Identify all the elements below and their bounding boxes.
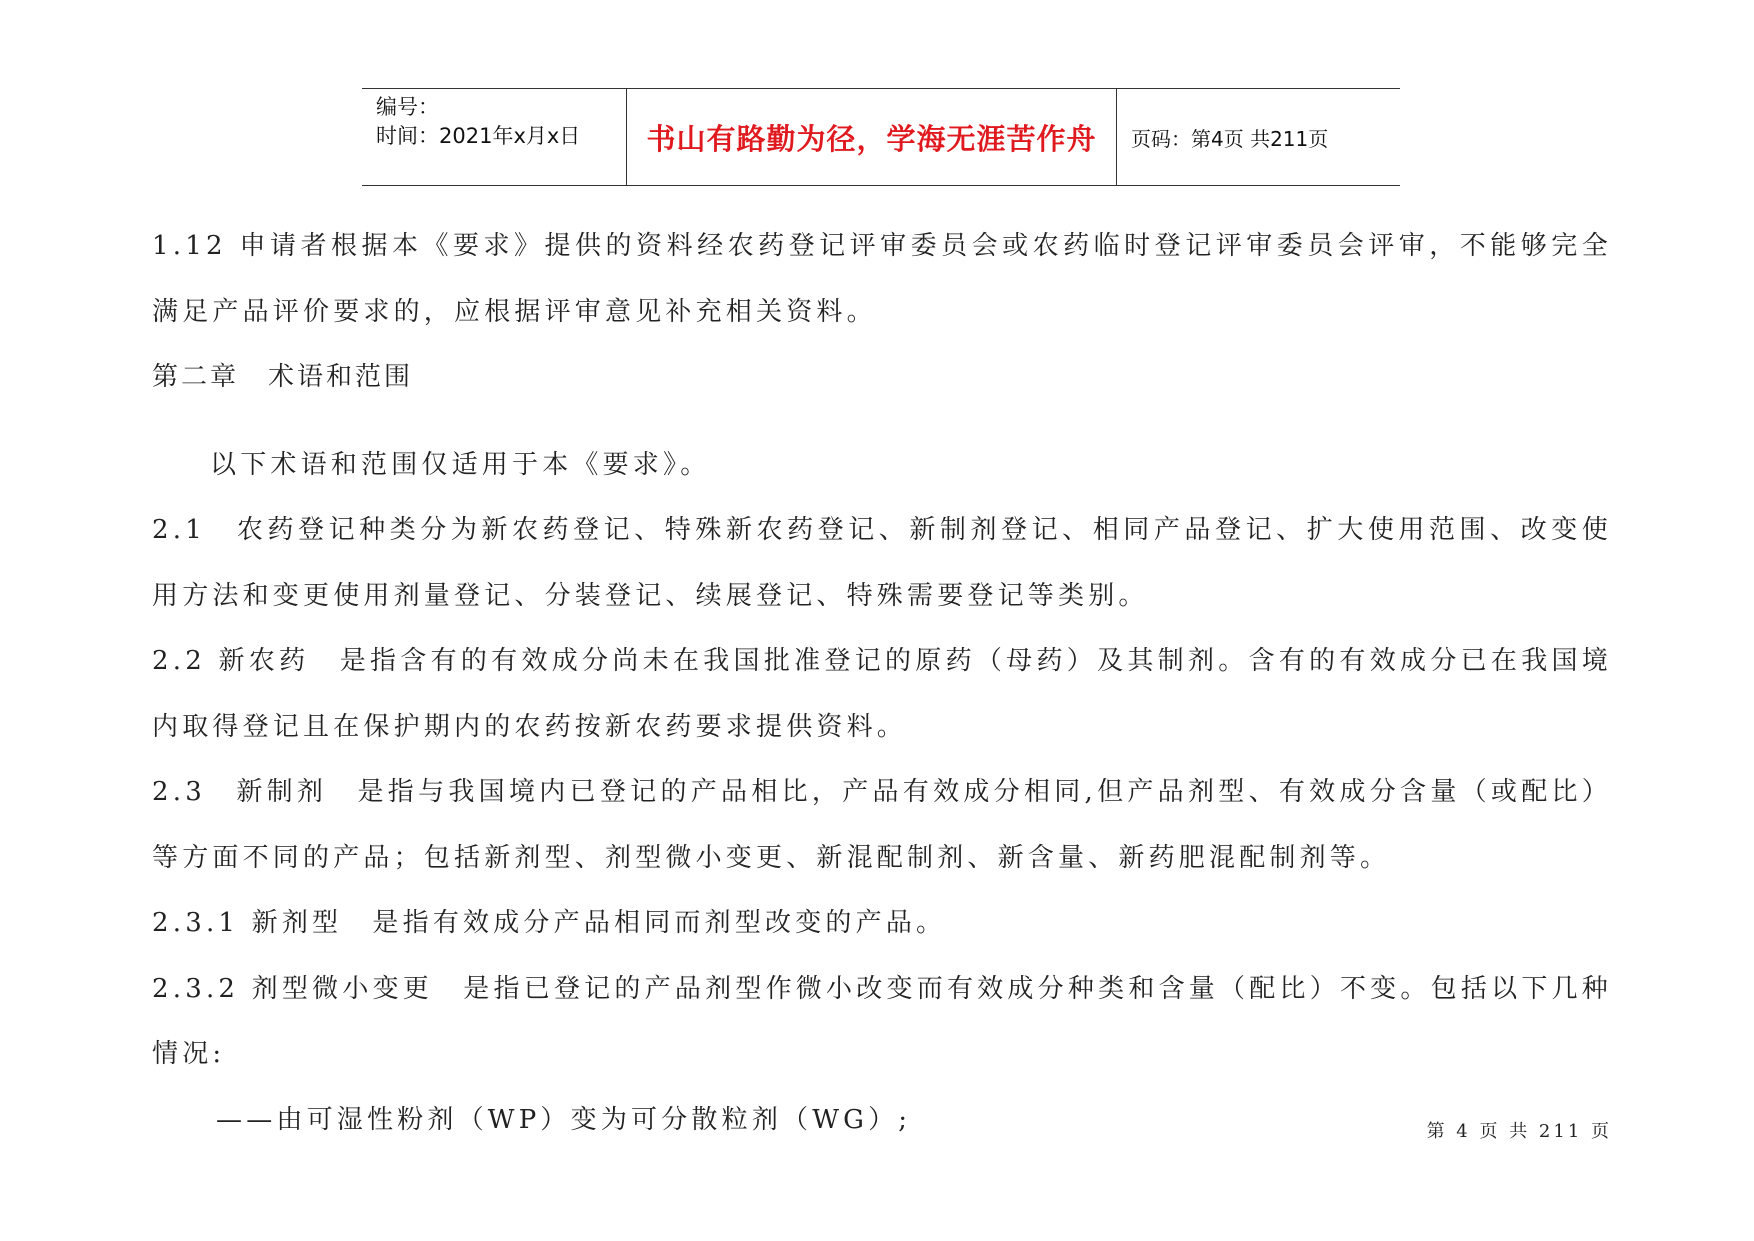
header-page-code: 页码：第4页 共211页 bbox=[1131, 126, 1329, 151]
header-info-cell bbox=[362, 89, 627, 185]
document-header bbox=[362, 88, 1400, 186]
paragraph-2-3-1: 2.3.1 新剂型 是指有效成分产品相同而剂型改变的产品。 bbox=[152, 908, 947, 938]
paragraph-2-2: 2.2 新农药 是指含有的有效成分尚未在我国批准登记的原药（母药）及其制剂。含有的有效成分已在我国境内取得登记且在保护期内的农药按新农药要求提供资料。 bbox=[152, 646, 1612, 742]
document-body bbox=[152, 214, 1612, 1153]
paragraph-1-12: 1.12 申请者根据本《要求》提供的资料经农药登记评审委员会或农药临时登记评审委员会评审，不能够完全满足产品评价要求的，应根据评审意见补充相关资料。 bbox=[152, 231, 1612, 327]
page-footer: 第 4 页 共 211 页 bbox=[1426, 1121, 1612, 1142]
list-item-wp-to-wg: ——由可湿性粉剂（WP）变为可分散粒剂（WG）; bbox=[216, 1104, 912, 1135]
chapter-heading: 第二章 术语和范围 bbox=[152, 362, 414, 392]
document-number-label: 编号： bbox=[376, 95, 439, 119]
paragraph-2-3-2: 2.3.2 剂型微小变更 是指已登记的产品剂型作微小改变而有效成分种类和含量（配比）不变。包括以下几种情况: bbox=[152, 973, 1612, 1069]
header-motto: 书山有路勤为径，学海无涯苦作舟 bbox=[627, 89, 1117, 185]
paragraph-2-3: 2.3 新制剂 是指与我国境内已登记的产品相比，产品有效成分相同,但产品剂型、有效成分含量（或配比）等方面不同的产品；包括新剂型、剂型微小变更、新混配制剂、新含量、新药肥混配制剂等。 bbox=[152, 777, 1612, 873]
document-time-label: 时间：2021年x月x日 bbox=[376, 124, 581, 148]
paragraph-intro: 以下术语和范围仅适用于本《要求》。 bbox=[210, 449, 711, 480]
paragraph-2-1: 2.1 农药登记种类分为新农药登记、特殊新农药登记、新制剂登记、相同产品登记、扩大使用范围、改变使用方法和变更使用剂量登记、分装登记、续展登记、特殊需要登记等类别。 bbox=[152, 515, 1612, 611]
